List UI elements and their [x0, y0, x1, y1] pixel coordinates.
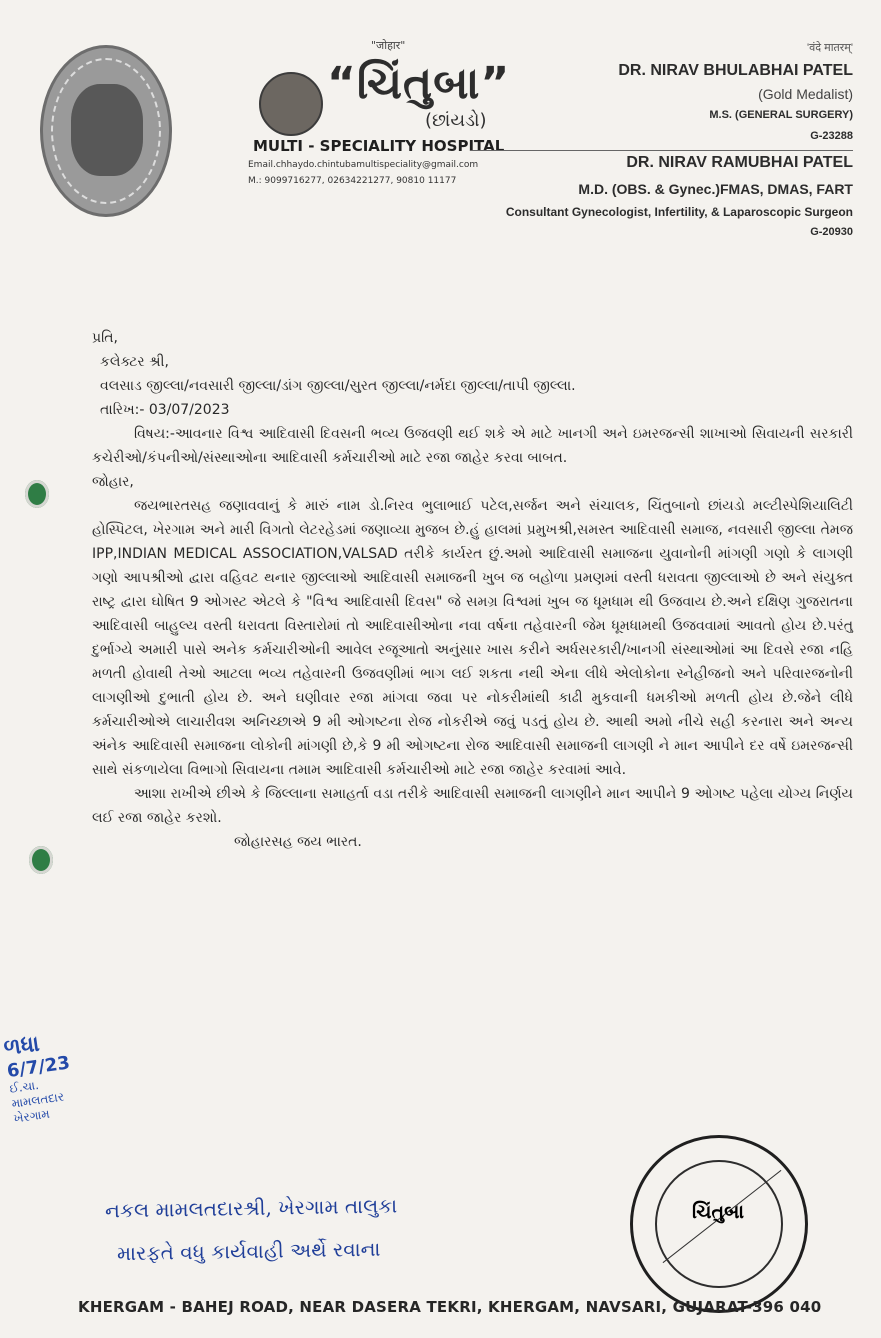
- letter-subject: વિષય:-આવનાર વિશ્વ આદિવાસી દિવસની ભવ્ય ઉજવણી થઈ શકે એ માટે ખાનગી અને ઇમરજન્સી શાખાઓ સિવાયની સરકારી કચેરીઓ/કંપનીઓ/સંસ્થાઓના આદિવાસી કર્મચારીઓ માટે રજા જાહેર કરવા બાબત.: [92, 426, 853, 466]
- letter-closing: જોહારસહ જય ભારત.: [234, 834, 362, 850]
- hospital-photo-logo: [40, 45, 172, 217]
- recipient-prefix: પ્રતિ,: [92, 330, 118, 346]
- doctor-registration-1: G-23288: [810, 130, 853, 142]
- top-left-text: "जोहार": [371, 39, 406, 52]
- side-signature: [2, 1025, 103, 1154]
- footer-address: KHERGAM - BAHEJ ROAD, NEAR DASERA TEKRI, KHERGAM, NAVSARI, GUJARAT-396 040: [78, 1298, 822, 1316]
- side-signature-line-1: ળધા: [2, 1031, 42, 1062]
- punch-hole-top: [25, 480, 49, 508]
- doctor-name-1: DR. NIRAV BHULABHAI PATEL: [618, 62, 853, 79]
- right-top-greeting: 'वंदे मातरम्': [807, 42, 853, 54]
- letter-request: આશા રાખીએ છીએ કે જિલ્લાના સમાહર્તા વડા તરીકે આદિવાસી સમાજની લાગણીને માન આપીને 9 ઓગષ્ટ પહેલા યોગ્ય નિર્ણય લઈ રજા જાહેર કરશો.: [92, 786, 853, 826]
- side-signature-date: 6/7/23: [5, 1052, 72, 1083]
- recipient-title: કલેક્ટર શ્રી,: [100, 354, 169, 370]
- doctor-registration-2: G-20930: [810, 226, 853, 238]
- stamp-center-text: ચિંતુબા: [691, 1201, 744, 1223]
- doctor-qualification-1: M.S. (GENERAL SURGERY): [709, 109, 853, 121]
- hospital-email: Email.chhaydo.chintubamultispeciality@gmail.com: [248, 160, 479, 170]
- doctor-name-2: DR. NIRAV RAMUBHAI PATEL: [626, 154, 853, 171]
- doctor-title-2: Consultant Gynecologist, Infertility, & Laparoscopic Surgeon: [505, 205, 853, 219]
- brand-subtitle: (છાંયડો): [425, 110, 487, 131]
- handwritten-copy-note-line-1: નકલ મામલતદારશ્રી, ખેરગામ તાલુકા: [104, 1193, 398, 1223]
- hospital-mobile: M.: 9099716277, 02634221277, 90810 11177: [248, 176, 457, 186]
- punch-hole-bottom: [29, 846, 53, 874]
- doctor-title-1: (Gold Medalist): [758, 86, 853, 102]
- hospital-stamp: [630, 1135, 808, 1313]
- handwritten-copy-note-line-2: મારફતે વધુ કાર્યવાહી અર્થે રવાના: [116, 1236, 381, 1266]
- brand-title: “ચિંતુબા”: [327, 58, 511, 109]
- person-photo-icon: [259, 72, 323, 136]
- side-signature-office: ઈ.ચા. મામલતદાર ખેરગામ: [8, 1077, 65, 1126]
- header-divider: [470, 150, 853, 151]
- doctor-qualification-2: M.D. (OBS. & Gynec.)FMAS, DMAS, FART: [578, 181, 853, 197]
- letter-greeting: જોહાર,: [92, 474, 134, 490]
- letter-date: તારિખ:- 03/07/2023: [100, 402, 230, 418]
- letter-content: [92, 326, 853, 854]
- recipient-districts: વલસાડ જીલ્લા/નવસારી જીલ્લા/ડાંગ જીલ્લા/સુરત જીલ્લા/નર્મદા જીલ્લા/તાપી જીલ્લા.: [100, 378, 576, 394]
- hospital-name: MULTI - SPECIALITY HOSPITAL: [253, 137, 505, 155]
- letter-body: જયભારતસહ જણાવવાનું કે મારું નામ ડો.નિરવ ભુલાભાઈ પટેલ,સર્જન અને સંચાલક, ચિંતુબાનો છાંયડો મલ્ટીસ્પેશિયાલિટી હોસ્પિટલ, ખેરગામ અને મારી વિગતો લેટરહેડમાં જણાવ્યા મુજબ છે.હું હાલમાં પ્રમુખશ્રી,સમસ્ત આદિવાસી સમાજ, નવસારી જીલ્લા તેમજ IPP,INDIAN MEDICAL ASSOCIATION,VALSAD તરીકે કાર્યરત છું.અમો આદિવાસી સમાજના યુવાનોની માંગણી ગણો કે લાગણી ગણો આપશ્રીઓ દ્વારા વહિવટ થનાર જીલ્લાઓ આદિવાસી સમાજની ખુબ જ બહોળા પ્રમણમાં વસ્તી ધરાવતા જીલ્લાઓ છે અને સંયુક્ત રાષ્ટ્ર દ્વારા ઘોષિત 9 ઓગસ્ટ એટલે કે "વિશ્વ આદિવાસી દિવસ" જે સમગ્ર વિશ્વમાં ખુબ જ ધૂમધામ થી ઉજવાય છે.અને દક્ષિણ ગુજરાતના આદિવાસી બાહુલ્ય વસ્તી ધરાવતા વિસ્તારોમાં તો આદિવાસીઓના નવા વર્ષના તહેવારની જેમ ધૂમધામથી ઉજવવામાં આવતો હોય છે.પરંતુ દુર્ભાગ્યે અમારી પાસે અનેક કર્મચારીઓની આવેલ રજૂઆતો અનુંસાર ખાસ કરીને અર્ધસરકારી/ખાનગી સંસ્થાઓમાં આ દિવસે રજા નહિ મળતી હોવાથી તેઓ આટલા ભવ્ય તહેવારની ઉજવણીમાં ભાગ લઈ શકતા નથી એના લીધે એલોકોના સ્નેહીજનો અને પરિવારજનોની લાગણીઓ દુભાતી હોય છે. અને ઘણીવાર રજા માંગવા જવા પર નોકરીમાંથી કાઢી મુકવાની ધમકીઓ મળતી હોય છે.જેને લીધે કર્મચારીઓએ લાચારીવશ અનિચ્છાએ 9 મી ઓગષ્ટના રોજ નોકરીએ જવું પડતું હોય છે. આથી અમો નીચે સહી કરનારા અને અન્ય અંનેક આદિવાસી સમાજના લોકોની માંગણી છે,કે 9 મી ઓગષ્ટના રોજ આદિવાસી સમાજની લાગણી ને માન આપીને દર વર્ષે ઇમરજન્સી સાથે સંકળાયેલા વિભાગો સિવાયના તમામ આદિવાસી કર્મચારીઓ માટે રજા જાહેર કરવામાં આવે.: [92, 498, 853, 778]
